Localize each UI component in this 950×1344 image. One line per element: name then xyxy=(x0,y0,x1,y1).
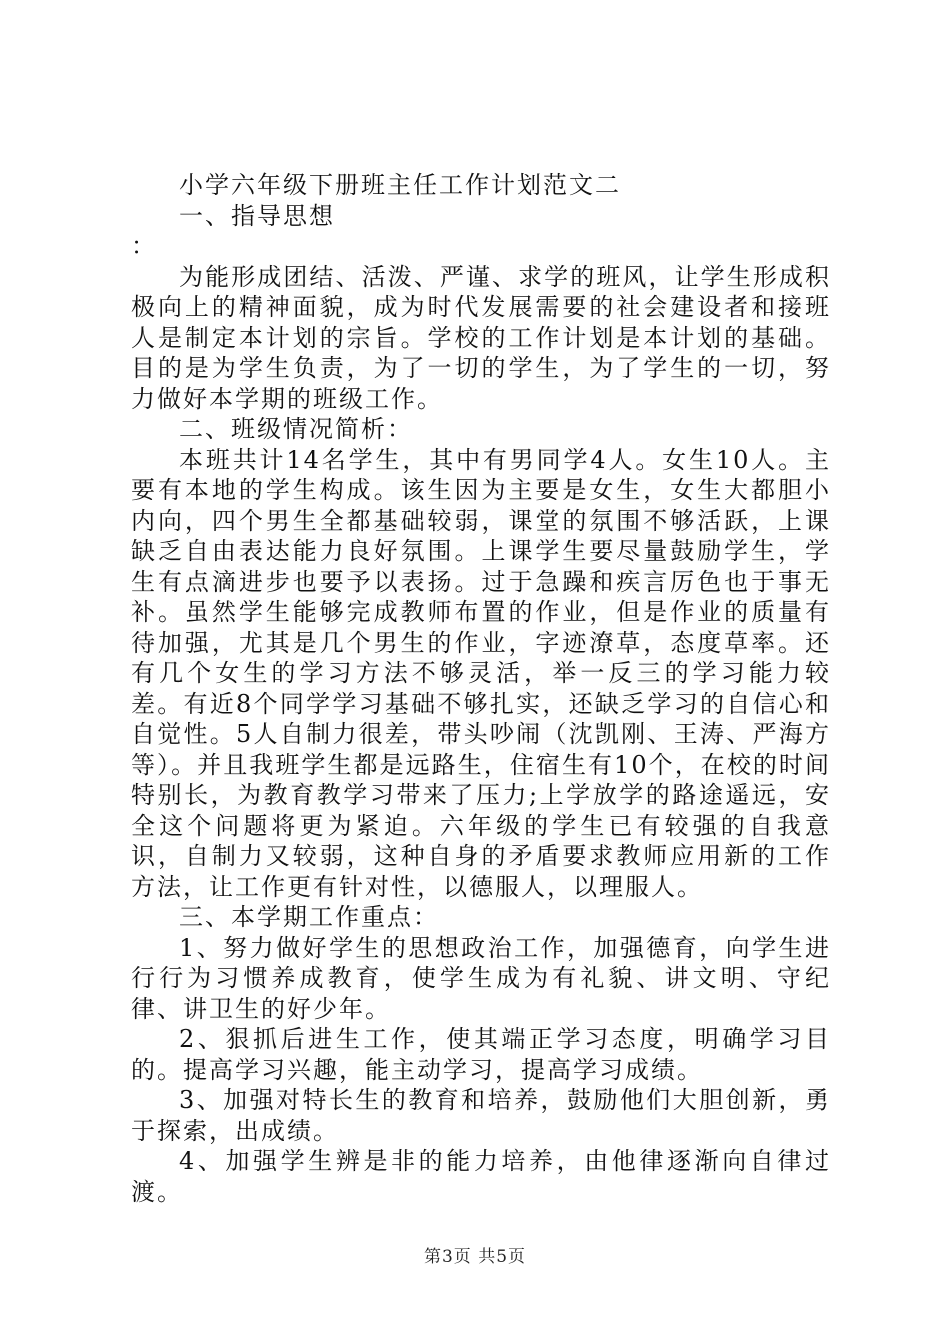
list-item-focus-4: 4、加强学生辨是非的能力培养，由他律逐渐向自律过渡。 xyxy=(131,1147,831,1206)
document-body xyxy=(131,170,831,1207)
page-footer: 第3页 共5页 xyxy=(423,1247,527,1267)
list-item-focus-3: 3、加强对特长生的教育和培养，鼓励他们大胆创新，勇于探索，出成绩。 xyxy=(131,1086,831,1145)
list-item-focus-1: 1、努力做好学生的思想政治工作，加强德育，向学生进行行为习惯养成教育，使学生成为有礼貌、讲文明、守纪律、讲卫生的好少年。 xyxy=(131,933,831,1023)
section-heading-work-focus: 三、本学期工作重点： xyxy=(179,903,439,931)
section-heading-class-analysis: 二、班级情况简析： xyxy=(179,415,413,443)
stray-colon-line: ： xyxy=(131,232,157,260)
section-heading-guiding-thought: 一、指导思想 xyxy=(179,201,335,230)
paragraph-class-analysis: 本班共计14名学生，其中有男同学4人。女生10人。主要有本地的学生构成。该生因为主要是女生，女生大都胆小内向，四个男生全都基础较弱，课堂的氛围不够活跃，上课缺乏自由表达能力良好氛围。上课学生要尽量鼓励学生，学生有点滴进步也要予以表扬。过于急躁和疾言厉色也于事无补。虽然学生能够完成教师布置的作业，但是作业的质量有待加强，尤其是几个男生的作业，字迹潦草，态度草率。还有几个女生的学习方法不够灵活，举一反三的学习能力较差。有近8个同学学习基础不够扎实，还缺乏学习的自信心和自觉性。5人自制力很差，带头吵闹（沈凯刚、王涛、严海方等）。并且我班学生都是远路生，住宿生有10个，在校的时间特别长，为教育教学习带来了压力;上学放学的路途遥远，安全这个问题将更为紧迫。六年级的学生已有较强的自我意识，自制力又较弱，这种自身的矛盾要求教师应用新的工作方法，让工作更有针对性，以德服人，以理服人。 xyxy=(131,445,831,901)
document-title: 小学六年级下册班主任工作计划范文二 xyxy=(179,171,621,199)
list-item-focus-2: 2、狠抓后进生工作，使其端正学习态度，明确学习目的。提高学习兴趣，能主动学习，提高学习成绩。 xyxy=(131,1025,831,1084)
paragraph-guiding-thought: 为能形成团结、活泼、严谨、求学的班风，让学生形成积极向上的精神面貌，成为时代发展需要的社会建设者和接班人是制定本计划的宗旨。学校的工作计划是本计划的基础。目的是为学生负责，为了一切的学生，为了学生的一切，努力做好本学期的班级工作。 xyxy=(131,262,831,413)
